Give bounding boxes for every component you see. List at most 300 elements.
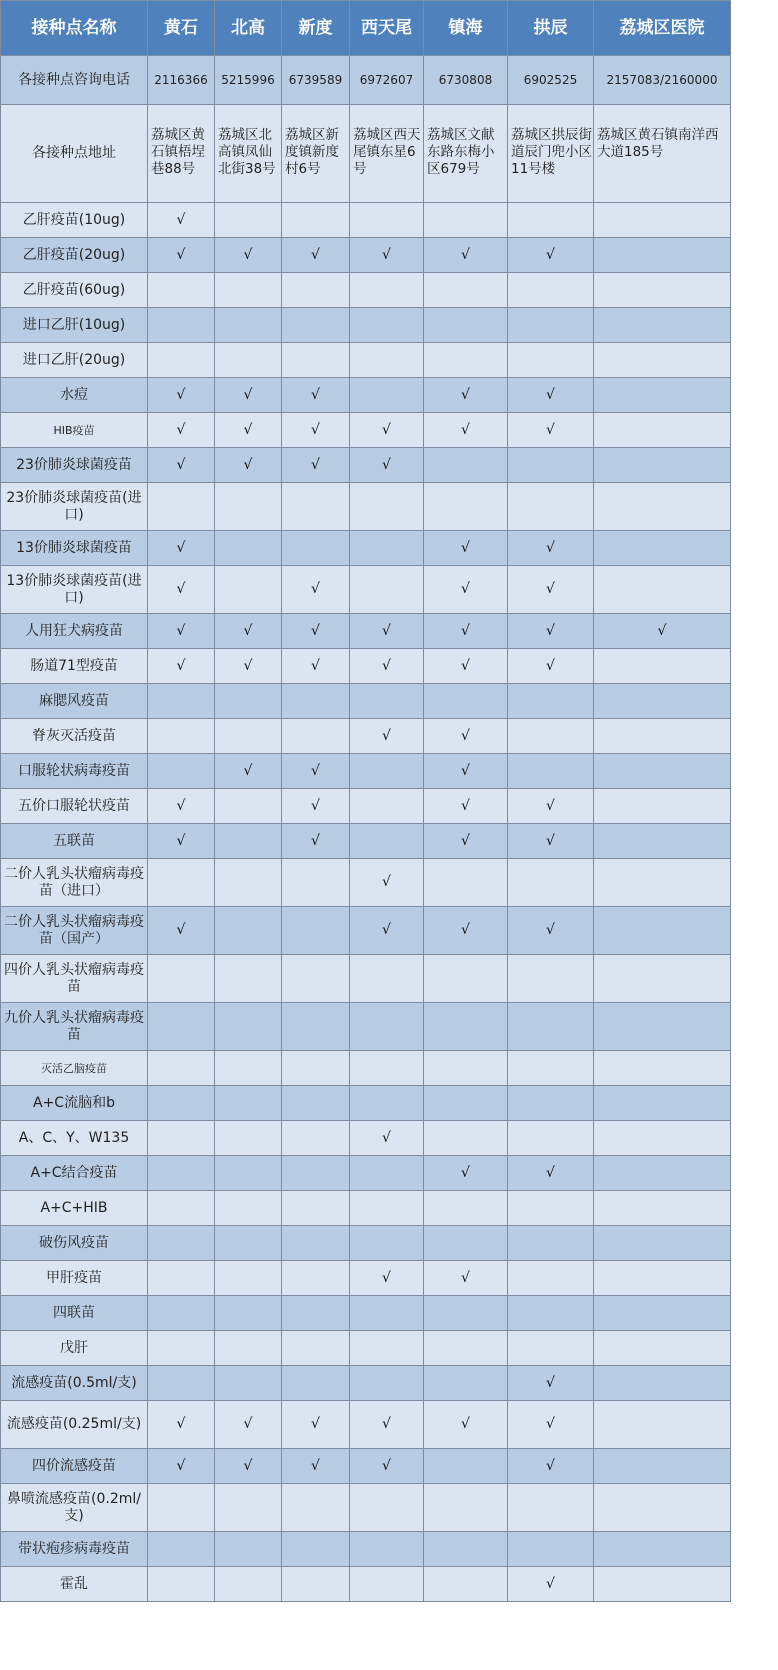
availability-cell [215,1086,282,1121]
check-mark-icon: √ [546,421,555,438]
availability-cell [508,1331,594,1366]
availability-cell [282,566,350,614]
availability-cell [594,343,731,378]
availability-cell [148,1532,215,1567]
check-mark-icon: √ [176,539,186,556]
availability-cell [148,238,215,273]
availability-cell [508,566,594,614]
vaccine-row [1,859,731,907]
availability-cell [424,308,508,343]
vaccine-row [1,907,731,955]
check-mark-icon: √ [461,1269,470,1286]
check-mark-icon: √ [657,622,667,639]
check-mark-icon: √ [311,421,320,438]
availability-cell [215,1366,282,1401]
availability-cell [215,448,282,483]
availability-cell [148,684,215,719]
availability-cell [508,483,594,531]
availability-cell [508,1121,594,1156]
availability-cell [508,649,594,684]
vaccine-name: 五联苗 [1,824,148,859]
availability-cell [215,343,282,378]
availability-cell [350,1296,424,1331]
vaccine-name: 进口乙肝(20ug) [1,343,148,378]
check-mark-icon: √ [243,762,253,779]
check-mark-icon: √ [311,1416,320,1432]
vaccine-name: 四价人乳头状瘤病毒疫苗 [1,955,148,1003]
availability-cell [282,1567,350,1602]
availability-cell [424,483,508,531]
availability-cell [350,1366,424,1401]
availability-cell [594,859,731,907]
check-mark-icon: √ [382,622,391,639]
availability-cell [282,1051,350,1086]
check-mark-icon: √ [461,657,470,674]
phone-number: 6902525 [508,56,594,105]
availability-cell [350,1051,424,1086]
availability-cell [282,308,350,343]
vaccine-row [1,614,731,649]
availability-cell [508,1366,594,1401]
availability-cell [424,907,508,955]
vaccine-row [1,719,731,754]
check-mark-icon: √ [243,246,253,263]
availability-cell [508,1567,594,1602]
availability-cell [424,1567,508,1602]
site-address: 荔城区新度镇新度村6号 [282,105,350,203]
availability-cell [350,1226,424,1261]
availability-cell [350,1484,424,1532]
check-mark-icon: √ [546,797,555,814]
vaccine-name: 水痘 [1,378,148,413]
availability-cell [350,754,424,789]
availability-cell [424,1156,508,1191]
check-mark-icon: √ [243,622,253,639]
vaccine-row [1,1401,731,1449]
check-mark-icon: √ [546,832,555,849]
availability-cell [594,1086,731,1121]
availability-cell [594,614,731,649]
availability-cell [148,448,215,483]
availability-cell [148,1003,215,1051]
availability-cell [424,1366,508,1401]
availability-cell [282,1003,350,1051]
availability-cell [282,1401,350,1449]
check-mark-icon: √ [176,246,186,263]
vaccine-name: 霍乱 [1,1567,148,1602]
vaccine-row [1,1156,731,1191]
vaccine-name: 23价肺炎球菌疫苗(进口) [1,483,148,531]
phone-number: 2116366 [148,56,215,105]
check-mark-icon: √ [546,1164,555,1181]
availability-cell [424,614,508,649]
availability-cell [282,1484,350,1532]
availability-cell [282,1449,350,1484]
check-mark-icon: √ [546,922,555,938]
check-mark-icon: √ [461,762,470,779]
availability-cell [594,378,731,413]
check-mark-icon: √ [382,1269,391,1286]
availability-cell [215,614,282,649]
phone-number: 6730808 [424,56,508,105]
site-address: 荔城区北高镇凤仙北街38号 [215,105,282,203]
availability-cell [424,719,508,754]
vaccine-row [1,1086,731,1121]
vaccine-row [1,483,731,531]
availability-cell [594,719,731,754]
availability-cell [594,1449,731,1484]
availability-cell [350,649,424,684]
vaccine-row [1,1449,731,1484]
availability-cell [148,789,215,824]
vaccine-name: 进口乙肝(10ug) [1,308,148,343]
availability-cell [508,684,594,719]
availability-cell [508,308,594,343]
availability-cell [148,1567,215,1602]
check-mark-icon: √ [382,922,391,938]
availability-cell [594,1156,731,1191]
check-mark-icon: √ [382,657,391,674]
site-address: 荔城区文献东路东梅小区679号 [424,105,508,203]
phone-number: 2157083/2160000 [594,56,731,105]
availability-cell [215,649,282,684]
vaccine-name: 甲肝疫苗 [1,1261,148,1296]
availability-cell [148,1401,215,1449]
vaccine-row [1,1532,731,1567]
check-mark-icon: √ [382,246,391,263]
availability-cell [282,907,350,955]
check-mark-icon: √ [243,657,253,674]
check-mark-icon: √ [546,1575,555,1592]
site-name: 拱辰 [508,1,594,56]
check-mark-icon: √ [461,1164,470,1181]
availability-cell [350,378,424,413]
site-name: 新度 [282,1,350,56]
availability-cell [148,483,215,531]
vaccine-name: 13价肺炎球菌疫苗 [1,531,148,566]
availability-cell [282,824,350,859]
availability-cell [215,1401,282,1449]
vaccine-name: 戊肝 [1,1331,148,1366]
check-mark-icon: √ [176,421,186,438]
vaccine-name: A+C结合疫苗 [1,1156,148,1191]
check-mark-icon: √ [546,622,555,639]
check-mark-icon: √ [461,539,470,556]
check-mark-icon: √ [461,797,470,814]
availability-cell [350,1261,424,1296]
availability-cell [148,824,215,859]
availability-cell [282,649,350,684]
vaccine-name: 流感疫苗(0.25ml/支) [1,1401,148,1449]
check-mark-icon: √ [243,386,253,403]
availability-cell [594,203,731,238]
availability-cell [508,1226,594,1261]
availability-cell [350,308,424,343]
site-address: 荔城区黄石镇梧埕巷88号 [148,105,215,203]
availability-cell [594,1366,731,1401]
availability-cell [594,1401,731,1449]
availability-cell [350,273,424,308]
availability-cell [282,203,350,238]
availability-cell [424,684,508,719]
availability-cell [282,448,350,483]
availability-cell [148,859,215,907]
availability-cell [594,1191,731,1226]
availability-cell [508,1156,594,1191]
availability-cell [148,1156,215,1191]
header-row [1,1,731,56]
vaccine-name: 四联苗 [1,1296,148,1331]
availability-cell [424,1003,508,1051]
availability-cell [350,566,424,614]
check-mark-icon: √ [461,727,470,744]
availability-cell [424,343,508,378]
availability-cell [215,1484,282,1532]
availability-cell [508,859,594,907]
check-mark-icon: √ [311,797,320,814]
availability-cell [282,1086,350,1121]
availability-cell [508,1296,594,1331]
availability-cell [215,1051,282,1086]
availability-cell [215,789,282,824]
vaccine-row [1,566,731,614]
check-mark-icon: √ [546,539,555,556]
availability-cell [148,1226,215,1261]
vaccine-row [1,754,731,789]
vaccine-name: 肠道71型疫苗 [1,649,148,684]
site-name: 荔城区医院 [594,1,731,56]
availability-cell [508,1484,594,1532]
availability-cell [350,238,424,273]
check-mark-icon: √ [311,622,320,639]
availability-cell [350,1086,424,1121]
availability-cell [350,1121,424,1156]
check-mark-icon: √ [382,421,391,438]
check-mark-icon: √ [546,657,555,674]
vaccine-row [1,1261,731,1296]
availability-cell [282,1121,350,1156]
availability-cell [594,1051,731,1086]
availability-cell [215,531,282,566]
availability-cell [350,1156,424,1191]
check-mark-icon: √ [461,832,470,849]
availability-cell [350,789,424,824]
check-mark-icon: √ [311,1457,320,1474]
availability-cell [424,1331,508,1366]
vaccine-row [1,1331,731,1366]
availability-cell [148,413,215,448]
availability-cell [350,1401,424,1449]
availability-cell [282,614,350,649]
availability-cell [508,203,594,238]
vaccine-row [1,1484,731,1532]
vaccine-name: 灭活乙脑疫苗 [1,1051,148,1086]
check-mark-icon: √ [243,1457,253,1474]
availability-cell [594,1331,731,1366]
availability-cell [215,273,282,308]
availability-cell [282,859,350,907]
availability-cell [282,483,350,531]
availability-cell [148,1086,215,1121]
address-label: 各接种点地址 [1,105,148,203]
availability-cell [148,649,215,684]
availability-cell [148,907,215,955]
availability-cell [508,789,594,824]
check-mark-icon: √ [382,727,391,744]
availability-cell [282,1226,350,1261]
availability-cell [508,448,594,483]
vaccine-name: 二价人乳头状瘤病毒疫苗（国产） [1,907,148,955]
availability-cell [282,1532,350,1567]
availability-cell [215,1331,282,1366]
phone-label: 各接种点咨询电话 [1,56,148,105]
availability-cell [508,273,594,308]
availability-cell [424,955,508,1003]
availability-cell [508,1051,594,1086]
availability-cell [215,308,282,343]
availability-cell [424,1086,508,1121]
availability-cell [350,343,424,378]
availability-cell [350,614,424,649]
availability-cell [424,824,508,859]
availability-cell [424,448,508,483]
availability-cell [350,1449,424,1484]
vaccine-name: 带状疱疹病毒疫苗 [1,1532,148,1567]
availability-cell [215,754,282,789]
vaccine-row [1,684,731,719]
availability-cell [508,1532,594,1567]
header-label: 接种点名称 [1,1,148,56]
availability-cell [594,1296,731,1331]
vaccine-row [1,1191,731,1226]
vaccine-name: 九价人乳头状瘤病毒疫苗 [1,1003,148,1051]
vaccine-row [1,308,731,343]
availability-cell [424,238,508,273]
vaccine-row [1,1567,731,1602]
phone-row [1,56,731,105]
check-mark-icon: √ [546,581,555,597]
availability-cell [594,1226,731,1261]
availability-cell [148,1366,215,1401]
availability-cell [282,273,350,308]
availability-cell [148,1331,215,1366]
availability-cell [508,754,594,789]
vaccine-row [1,413,731,448]
availability-cell [508,238,594,273]
availability-cell [215,413,282,448]
availability-cell [350,907,424,955]
availability-cell [215,1191,282,1226]
availability-cell [215,238,282,273]
availability-cell [424,1226,508,1261]
availability-cell [282,789,350,824]
check-mark-icon: √ [546,246,555,263]
availability-cell [282,684,350,719]
availability-cell [508,1261,594,1296]
availability-cell [148,378,215,413]
availability-cell [350,1567,424,1602]
vaccine-row [1,378,731,413]
availability-cell [215,1296,282,1331]
availability-cell [350,719,424,754]
site-name: 镇海 [424,1,508,56]
check-mark-icon: √ [311,386,320,403]
availability-cell [282,413,350,448]
check-mark-icon: √ [546,1374,555,1391]
site-name: 黄石 [148,1,215,56]
site-name: 西天尾 [350,1,424,56]
availability-cell [148,955,215,1003]
vaccine-name: 四价流感疫苗 [1,1449,148,1484]
availability-cell [594,483,731,531]
availability-cell [350,955,424,1003]
check-mark-icon: √ [461,386,470,403]
availability-cell [282,378,350,413]
availability-cell [215,1226,282,1261]
availability-cell [148,566,215,614]
availability-cell [424,859,508,907]
availability-cell [350,203,424,238]
site-address: 荔城区西天尾镇东星6号 [350,105,424,203]
availability-cell [424,789,508,824]
availability-cell [148,719,215,754]
availability-cell [282,1156,350,1191]
check-mark-icon: √ [176,211,186,228]
availability-cell [508,1191,594,1226]
check-mark-icon: √ [311,246,320,263]
availability-cell [424,1484,508,1532]
availability-cell [350,1532,424,1567]
availability-cell [282,531,350,566]
availability-cell [594,531,731,566]
vaccine-name: 鼻喷流感疫苗(0.2ml/支) [1,1484,148,1532]
availability-cell [594,754,731,789]
availability-cell [424,754,508,789]
check-mark-icon: √ [176,832,186,849]
availability-cell [215,1261,282,1296]
check-mark-icon: √ [176,657,186,674]
availability-cell [594,955,731,1003]
availability-cell [508,343,594,378]
availability-cell [594,789,731,824]
vaccine-row [1,1003,731,1051]
check-mark-icon: √ [382,456,391,473]
availability-cell [424,531,508,566]
vaccine-row [1,649,731,684]
vaccine-row [1,1121,731,1156]
availability-cell [594,907,731,955]
availability-cell [350,1191,424,1226]
availability-cell [148,614,215,649]
availability-cell [350,1003,424,1051]
check-mark-icon: √ [546,1416,555,1432]
availability-cell [350,448,424,483]
availability-cell [282,1296,350,1331]
check-mark-icon: √ [176,922,186,938]
availability-cell [215,824,282,859]
site-name: 北高 [215,1,282,56]
availability-cell [215,483,282,531]
availability-cell [424,649,508,684]
check-mark-icon: √ [176,1457,186,1474]
check-mark-icon: √ [461,1416,470,1432]
availability-cell [508,531,594,566]
availability-cell [594,1261,731,1296]
vaccine-row [1,1051,731,1086]
availability-cell [594,1567,731,1602]
availability-cell [148,203,215,238]
vaccine-row [1,789,731,824]
